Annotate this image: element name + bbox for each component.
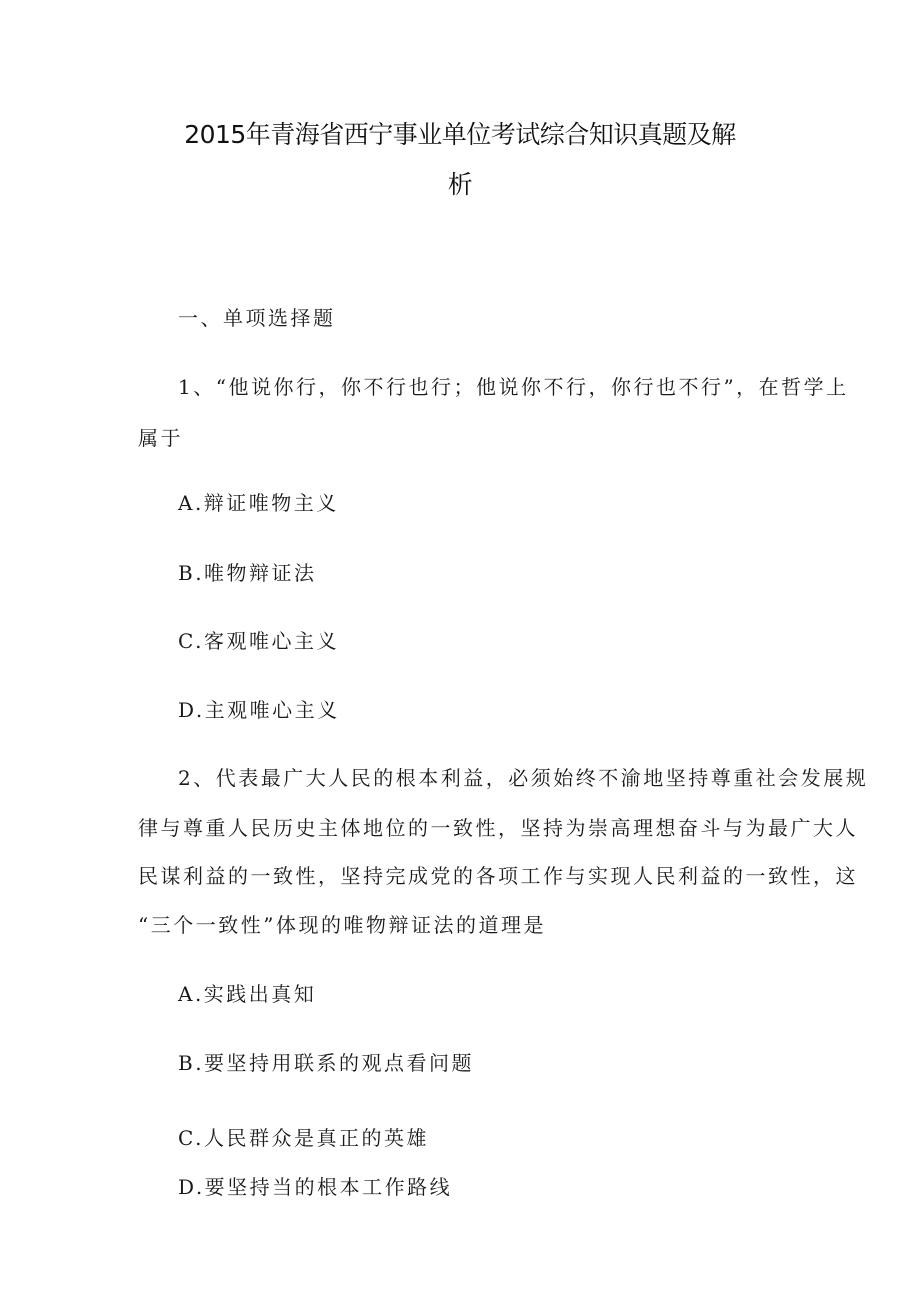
question-2-option-b: B.要坚持用联系的观点看问题 [178, 1051, 475, 1075]
document-title-continued: 析 [447, 170, 473, 199]
question-2-stem-line-4: “三个一致性”体现的唯物辩证法的道理是 [138, 913, 546, 937]
question-2-stem-line-2: 律与尊重人民历史主体地位的一致性，坚持为崇高理想奋斗与为最广大人 [138, 816, 858, 840]
question-1-stem-line-2: 属于 [138, 426, 183, 450]
question-2-stem-line-1: 2、代表最广大人民的根本利益，必须始终不渝地坚持尊重社会发展规 [178, 766, 869, 790]
question-1-stem-line-1: 1、“他说你行，你不行也行；他说你不行，你行也不行”，在哲学上 [178, 375, 849, 399]
question-2-stem-line-3: 民谋利益的一致性，坚持完成党的各项工作与实现人民利益的一致性，这 [138, 864, 858, 888]
document-title: 2015年青海省西宁事业单位考试综合知识真题及解 [184, 120, 736, 149]
question-1-option-b: B.唯物辩证法 [178, 561, 317, 585]
question-2-option-c: C.人民群众是真正的英雄 [178, 1126, 429, 1150]
question-1-option-d: D.主观唯心主义 [178, 698, 340, 722]
question-2-option-a: A.实践出真知 [178, 982, 317, 1006]
question-1-option-c: C.客观唯心主义 [178, 629, 339, 653]
question-2-option-d: D.要坚持当的根本工作路线 [178, 1175, 453, 1199]
question-1-option-a: A.辩证唯物主义 [178, 491, 339, 515]
section-heading: 一、单项选择题 [178, 306, 336, 330]
